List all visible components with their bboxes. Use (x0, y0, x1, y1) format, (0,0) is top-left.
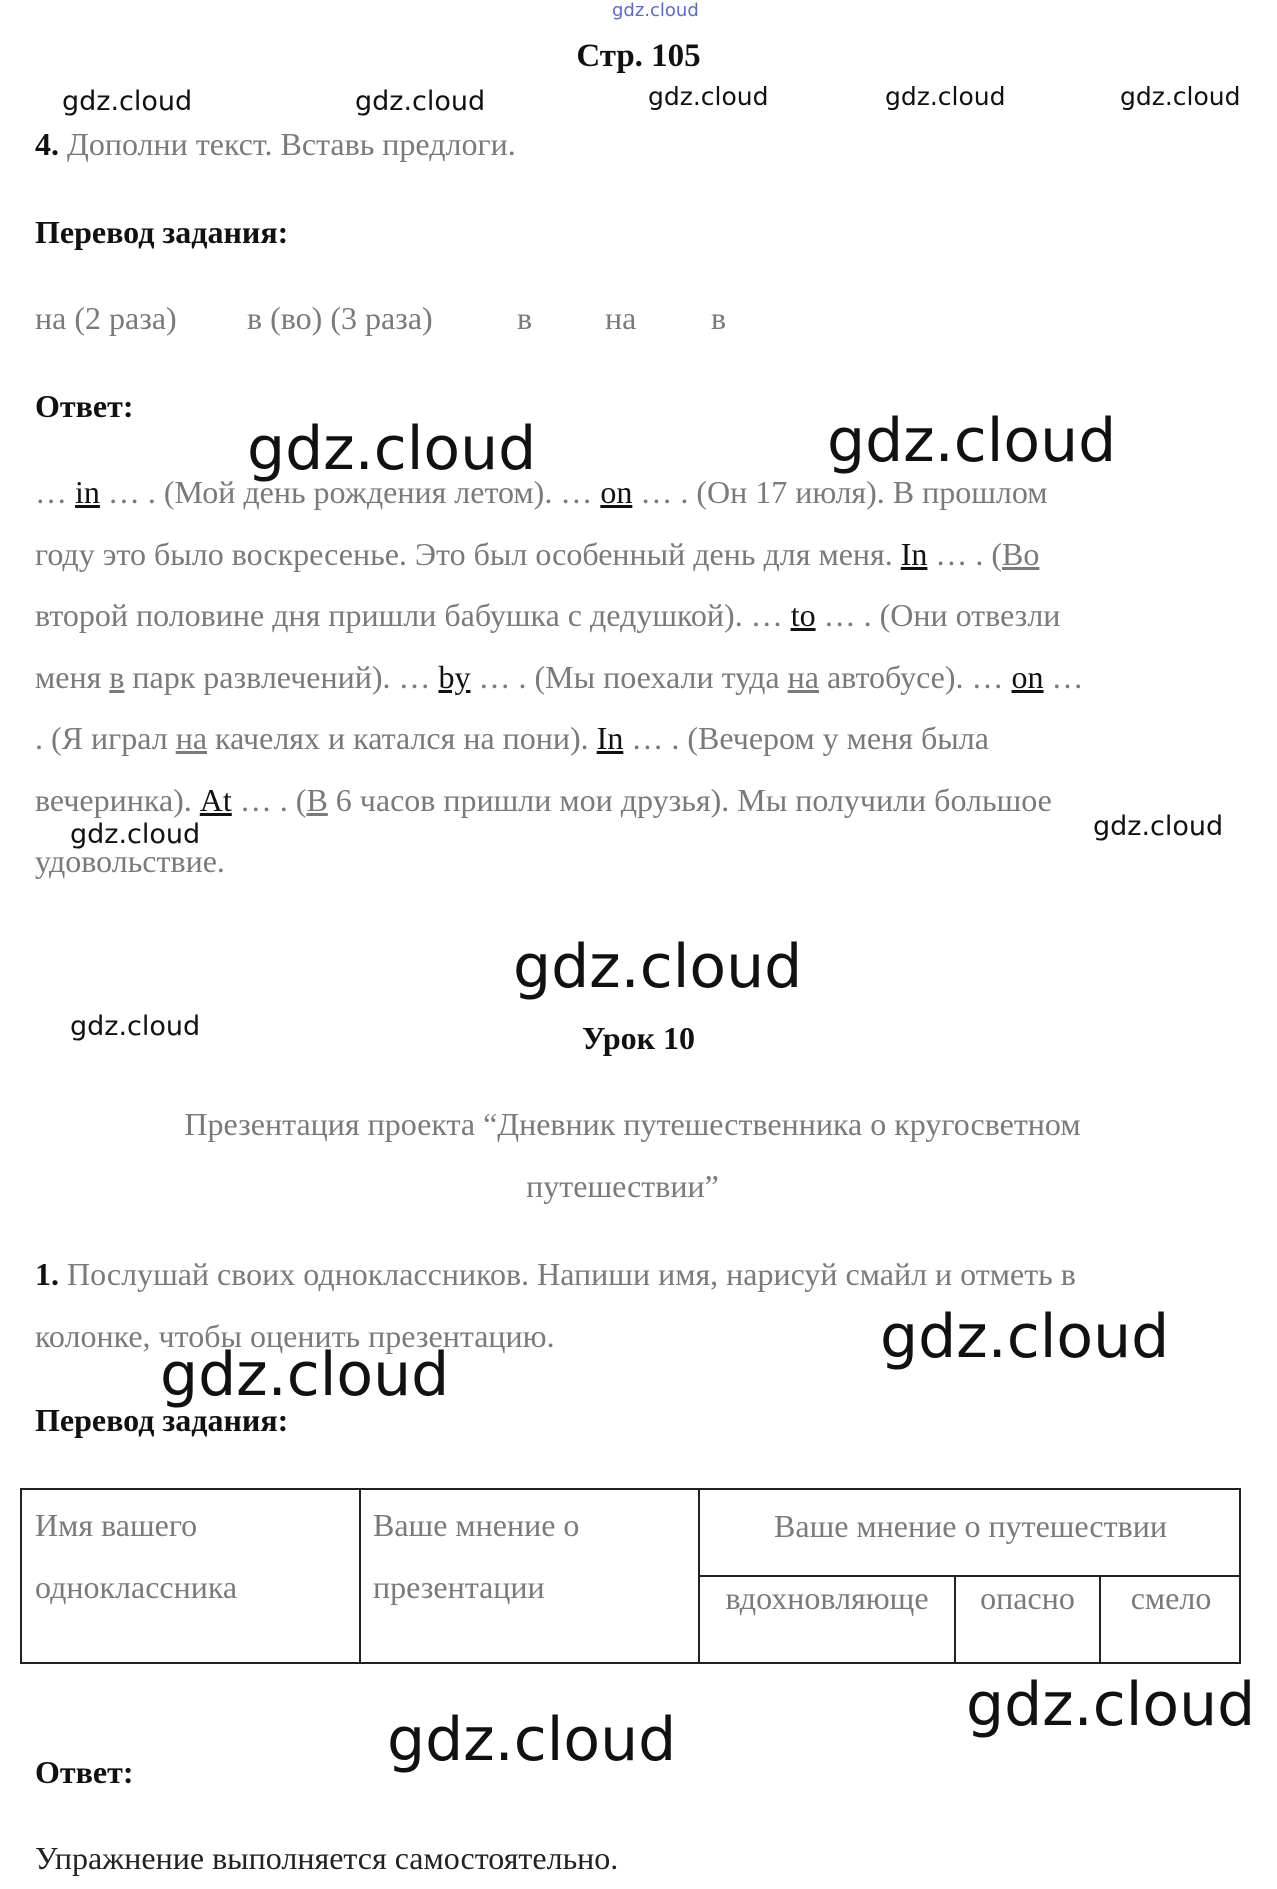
answer-preposition: on (1011, 658, 1044, 695)
watermark: gdz.cloud (827, 406, 1117, 476)
answer-text-fragment: … . (Мы поехали туда (470, 658, 788, 695)
answer-text-fragment: … . (Они отвезли (815, 597, 1061, 633)
table-subheader-brave: смело (1130, 1580, 1212, 1616)
watermark: gdz.cloud (1093, 811, 1224, 842)
answer-preposition: on (600, 474, 633, 510)
watermark: gdz.cloud (387, 1705, 677, 1775)
underlined-word: в (109, 658, 125, 695)
task4-translation-label: Перевод задания: (35, 214, 289, 250)
answer-text-fragment: … . ( (231, 781, 307, 818)
watermark: gdz.cloud (160, 1340, 450, 1410)
answer-text-fragment: … (35, 474, 75, 510)
lesson-subtitle-line1: Презентация проекта “Дневник путешественника о кругосветном (184, 1106, 1081, 1142)
watermark: gdz.cloud (355, 86, 486, 117)
answer-text-fragment: качелях и катался на пони). (207, 720, 597, 756)
task4-text: Дополни текст. Вставь предлоги. (67, 126, 516, 162)
table-header-opinion-presentation (373, 1494, 579, 1618)
answer-text-fragment: … . (Мой день рождения летом). … (99, 474, 601, 510)
answer-preposition: to (790, 597, 816, 633)
answer-preposition: In (596, 720, 624, 756)
task1-number: 1. (35, 1256, 59, 1292)
answer-text-fragment: второй половине дня пришли бабушка с дедушкой). … (35, 597, 791, 633)
task1-translation-label: Перевод задания: (35, 1402, 289, 1438)
task4-answer-label: Ответ: (35, 388, 134, 424)
preposition-item: в (во) (3 раза) (247, 300, 433, 336)
task1-answer-text: Упражнение выполняется самостоятельно. (35, 1840, 619, 1876)
task1-text-line1: Послушай своих одноклассников. Напиши имя, нарисуй смайл и отметь в (67, 1256, 1076, 1292)
preposition-item: на (2 раза) (35, 300, 177, 336)
table-header-name-line1: Имя вашего (35, 1507, 198, 1543)
watermark: gdz.cloud (966, 1670, 1256, 1740)
answer-text-fragment: вечеринка). (35, 781, 200, 818)
answer-text-fragment: автобусе). … (818, 658, 1012, 695)
answer-line (35, 474, 1048, 511)
answer-text-fragment: … . (Вечером у меня была (623, 720, 989, 756)
answer-text-fragment: . (Я играл (35, 720, 176, 756)
task1-text-line2: колонке, чтобы оценить презентацию. (35, 1318, 555, 1354)
table-divider (698, 1575, 1241, 1577)
table-divider (359, 1488, 361, 1664)
answer-line (35, 536, 1039, 573)
watermark: gdz.cloud (70, 1011, 201, 1042)
answer-line (35, 659, 1084, 696)
page-header: Стр. 105 (576, 38, 701, 74)
table-subheader-dangerous: опасно (980, 1580, 1075, 1616)
table-header-name-line2: одноклассника (35, 1569, 238, 1605)
top-watermark: gdz.cloud (612, 0, 699, 21)
watermark: gdz.cloud (513, 932, 803, 1002)
answer-preposition: In (900, 535, 928, 572)
watermark: gdz.cloud (648, 82, 769, 111)
watermark: gdz.cloud (62, 86, 193, 117)
answer-preposition: by (438, 658, 471, 695)
table-header-opinion-trip: Ваше мнение о путешествии (774, 1508, 1167, 1544)
task4-heading (35, 126, 516, 163)
answer-text-fragment: меня (35, 658, 110, 695)
answer-preposition: At (199, 781, 232, 818)
task1-heading (35, 1256, 1076, 1293)
task1-answer-label: Ответ: (35, 1754, 134, 1790)
preposition-item: в (711, 300, 727, 336)
answer-line (35, 597, 1060, 634)
table-subheader-inspiring: вдохновляюще (725, 1580, 929, 1616)
underlined-word: В (306, 781, 328, 818)
lesson-subtitle-line2: путешествии” (526, 1168, 719, 1204)
watermark: gdz.cloud (70, 819, 201, 850)
answer-text-fragment: … (1043, 658, 1084, 695)
answer-text-fragment: … . ( (927, 535, 1003, 572)
answer-text-fragment: … . (Он 17 июля). В прошлом (632, 474, 1048, 510)
preposition-item: в (517, 300, 533, 336)
preposition-item: на (605, 300, 637, 336)
table-header-opinion-line1: Ваше мнение о (373, 1507, 580, 1543)
underlined-word: на (175, 720, 208, 756)
answer-text-fragment: году это было воскресенье. Это был особенный день для меня. (35, 535, 901, 572)
lesson-title: Урок 10 (581, 1020, 696, 1056)
watermark: gdz.cloud (880, 1302, 1170, 1372)
watermark: gdz.cloud (247, 414, 537, 484)
underlined-word: на (787, 658, 819, 695)
prepositions-row (35, 300, 835, 340)
answer-line (35, 782, 1052, 819)
answer-preposition: in (75, 474, 100, 510)
watermark: gdz.cloud (885, 82, 1006, 111)
answer-line (35, 843, 225, 880)
answer-line (35, 720, 989, 757)
task4-number: 4. (35, 126, 59, 162)
table-header-opinion-line2: презентации (373, 1569, 545, 1605)
answer-text-fragment: 6 часов пришли мои друзья). Мы получили большое (327, 781, 1052, 818)
answer-text-fragment: удовольствие. (35, 843, 225, 879)
underlined-word: Во (1002, 535, 1040, 572)
watermark: gdz.cloud (1120, 82, 1241, 111)
answer-text-fragment: парк развлечений). … (124, 658, 439, 695)
table-header-name (35, 1494, 237, 1618)
